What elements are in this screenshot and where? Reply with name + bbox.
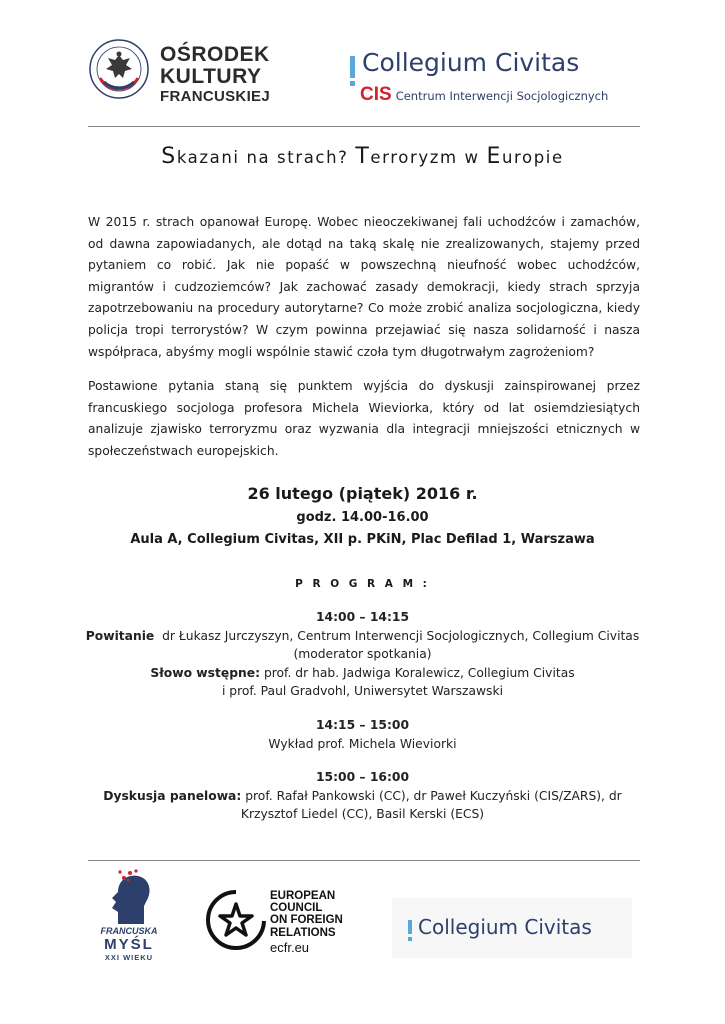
okf-line1: OŚRODEK: [160, 43, 270, 66]
francuska-mysl-logo: [96, 868, 162, 964]
cc-accent-dot-icon: [350, 81, 355, 86]
program-slot-3: [0, 768, 725, 824]
page-title: [0, 144, 725, 169]
slot1-intro: [0, 664, 725, 683]
title-part-1: kazani na strach?: [176, 148, 356, 167]
slot2-text: Wykład prof. Michela Wieviorki: [268, 736, 457, 751]
slot3-panel: [0, 787, 725, 806]
osrodek-kultury-francuskiej-logo: [88, 36, 278, 116]
title-cap-2: T: [355, 144, 371, 169]
intro-label: Słowo wstępne:: [150, 665, 261, 680]
program-slot-1: [0, 608, 725, 701]
event-date: 26 lutego (piątek) 2016 r.: [247, 484, 478, 503]
slot1-time: 14:00 – 14:15: [316, 610, 409, 624]
eagle-seal-icon: [88, 38, 150, 100]
header-divider: [88, 126, 640, 127]
fm-line2: MYŚL: [104, 936, 154, 953]
cis-full-name: Centrum Interwencji Socjologicznych: [395, 89, 609, 103]
ecfr-line2: COUNCIL: [270, 902, 323, 915]
ecfr-logo: [206, 888, 366, 964]
okf-line3: FRANCUSKIEJ: [160, 88, 270, 105]
title-part-2: erroryzm w: [370, 148, 487, 167]
context-paragraph: Postawione pytania staną się punktem wyjścia do dyskusji zainspirowanej przez francuskiego socjologa profesora Michela Wieviorka, który od lat osiemdziesiątych analizuje zjawisko terroryzmu oraz wyzwania dla integracji mniejszości etnicznych w społeczeństwach europejskich.: [88, 379, 640, 458]
footer-divider: [88, 860, 640, 861]
ecfr-line4: RELATIONS: [270, 926, 336, 939]
ecfr-url: ecfr.eu: [270, 940, 310, 955]
cc-footer-dot-icon: [408, 937, 412, 941]
ecfr-wordmark: [270, 890, 343, 939]
slot3-time: 15:00 – 16:00: [316, 770, 409, 784]
event-place: Aula A, Collegium Civitas, XII p. PKiN, Plac Defilad 1, Warszawa: [130, 532, 595, 547]
title-cap-3: E: [486, 144, 502, 169]
fm-line1: FRANCUSKA: [100, 926, 158, 936]
fm-line3: XXI WIEKU: [104, 953, 154, 962]
event-time: godz. 14.00-16.00: [296, 510, 429, 525]
intro-text-2: i prof. Paul Gradvohl, Uniwersytet Warszawski: [221, 684, 503, 698]
welcome-role: (moderator spotkania): [293, 647, 432, 661]
slot2-time: 14:15 – 15:00: [316, 718, 409, 732]
panel-text-2: Krzysztof Liedel (CC), Basil Kerski (ECS): [240, 807, 485, 821]
collegium-civitas-cis-logo: [346, 48, 636, 118]
star-circle-icon: [206, 888, 266, 954]
head-profile-icon: [104, 868, 154, 926]
cc-footer-bar-icon: [408, 920, 412, 934]
intro-paragraph: W 2015 r. strach opanował Europę. Wobec nieoczekiwanej fali uchodźców i zamachów, od dawna zapowiadanych, ale dotąd na taką skalę nie zrealizowanych, stajemy przed pytaniem co robić. Jak nie popaść w powszechną nieufność wobec uchodźców, migrantów i cudzoziemców? Jak zachować zasady demokracji, kiedy strach sprzyja zapotrzebowaniu na procedury autorytarne? Co może zrobić analiza socjologiczna, kiedy policja tropi terrorystów? W czym powinna przejawiać się nasza solidarność i nasza współpraca, abyśmy mogli wspólnie stawić czoła tym długotrwałym zagrożeniom?: [88, 215, 640, 359]
program-heading: P R O G R A M :: [295, 578, 430, 590]
cc-logo-name: Collegium Civitas: [362, 48, 580, 77]
slot1-welcome: [0, 627, 725, 646]
title-cap-1: S: [161, 144, 177, 169]
intro-text: prof. dr hab. Jadwiga Koralewicz, Collegium Civitas: [263, 665, 575, 680]
cis-line: [360, 84, 608, 106]
okf-line2: KULTURY: [160, 65, 262, 88]
welcome-label: Powitanie: [85, 628, 155, 643]
okf-wordmark: [160, 44, 270, 104]
title-part-3: uropie: [501, 148, 564, 167]
ecfr-line1: EUROPEAN: [270, 890, 336, 902]
panel-label: Dyskusja panelowa:: [103, 788, 242, 803]
cc-accent-bar-icon: [350, 56, 355, 78]
program-slot-2: [0, 716, 725, 753]
panel-text: prof. Rafał Pankowski (CC), dr Paweł Kuczyński (CIS/ZARS), dr: [245, 788, 622, 803]
collegium-civitas-footer-logo: [392, 898, 632, 958]
welcome-text: dr Łukasz Jurczyszyn, Centrum Interwencji Socjologicznych, Collegium Civitas: [162, 628, 640, 643]
cis-abbr: CIS: [360, 84, 392, 105]
cc-footer-name: Collegium Civitas: [418, 915, 592, 939]
ecfr-line3: ON FOREIGN: [270, 914, 343, 927]
